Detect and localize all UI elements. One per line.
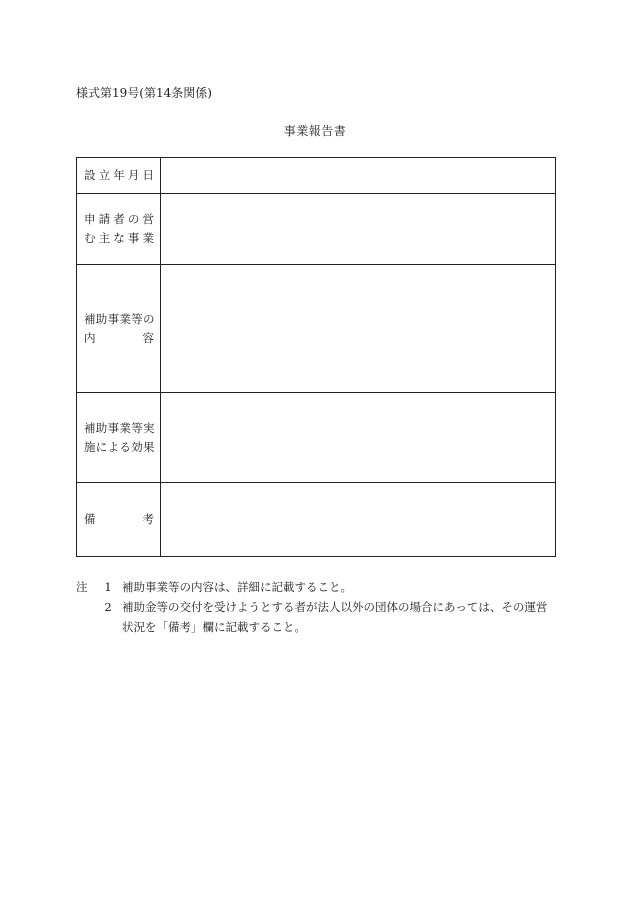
report-table xyxy=(76,157,556,557)
label-established-date xyxy=(77,158,161,194)
document-title: 事業報告書 xyxy=(283,124,347,138)
label-main-business xyxy=(77,194,161,265)
note-text: 補助金等の交付を受けようとする者が法人以外の団体の場合にあっては、その運営 xyxy=(122,600,548,614)
note-head: 注 xyxy=(76,580,88,594)
label-text-line2: 施による効果 xyxy=(84,439,155,454)
note-text-continuation: 状況を「備考」欄に記載すること。 xyxy=(122,620,306,634)
label-text-line1: 申 請 者 の 営 xyxy=(84,212,154,226)
table-row-established-date xyxy=(77,158,556,194)
table-row-main-business xyxy=(77,194,556,265)
value-main-business[interactable] xyxy=(161,194,556,265)
value-remarks[interactable] xyxy=(161,483,556,557)
value-project-content[interactable] xyxy=(161,265,556,393)
value-project-effect[interactable] xyxy=(161,393,556,483)
label-text-line1: 補助事業等の xyxy=(84,311,155,326)
label-project-effect xyxy=(77,393,161,483)
form-number: 様式第19号(第14条関係) xyxy=(76,86,212,100)
label-text: 備 考 xyxy=(84,512,154,526)
label-text: 設 立 年 月 日 xyxy=(84,168,154,182)
note-text: 補助事業等の内容は、詳細に記載すること。 xyxy=(122,580,352,594)
notes xyxy=(76,577,566,637)
note-item-2 xyxy=(76,597,566,617)
note-number: 2 xyxy=(104,600,112,614)
table-row-project-effect xyxy=(77,393,556,483)
table-row-remarks xyxy=(77,483,556,557)
label-remarks xyxy=(77,483,161,557)
note-number: 1 xyxy=(104,580,112,594)
label-text-line2: む 主 な 事 業 xyxy=(84,231,154,245)
label-text-line2: 内 容 xyxy=(84,330,154,345)
label-project-content xyxy=(77,265,161,393)
value-established-date[interactable] xyxy=(161,158,556,194)
table-row-project-content xyxy=(77,265,556,393)
label-text-line1: 補助事業等実 xyxy=(84,420,155,435)
note-item-2-continuation xyxy=(76,617,566,637)
note-item-1 xyxy=(76,577,566,597)
